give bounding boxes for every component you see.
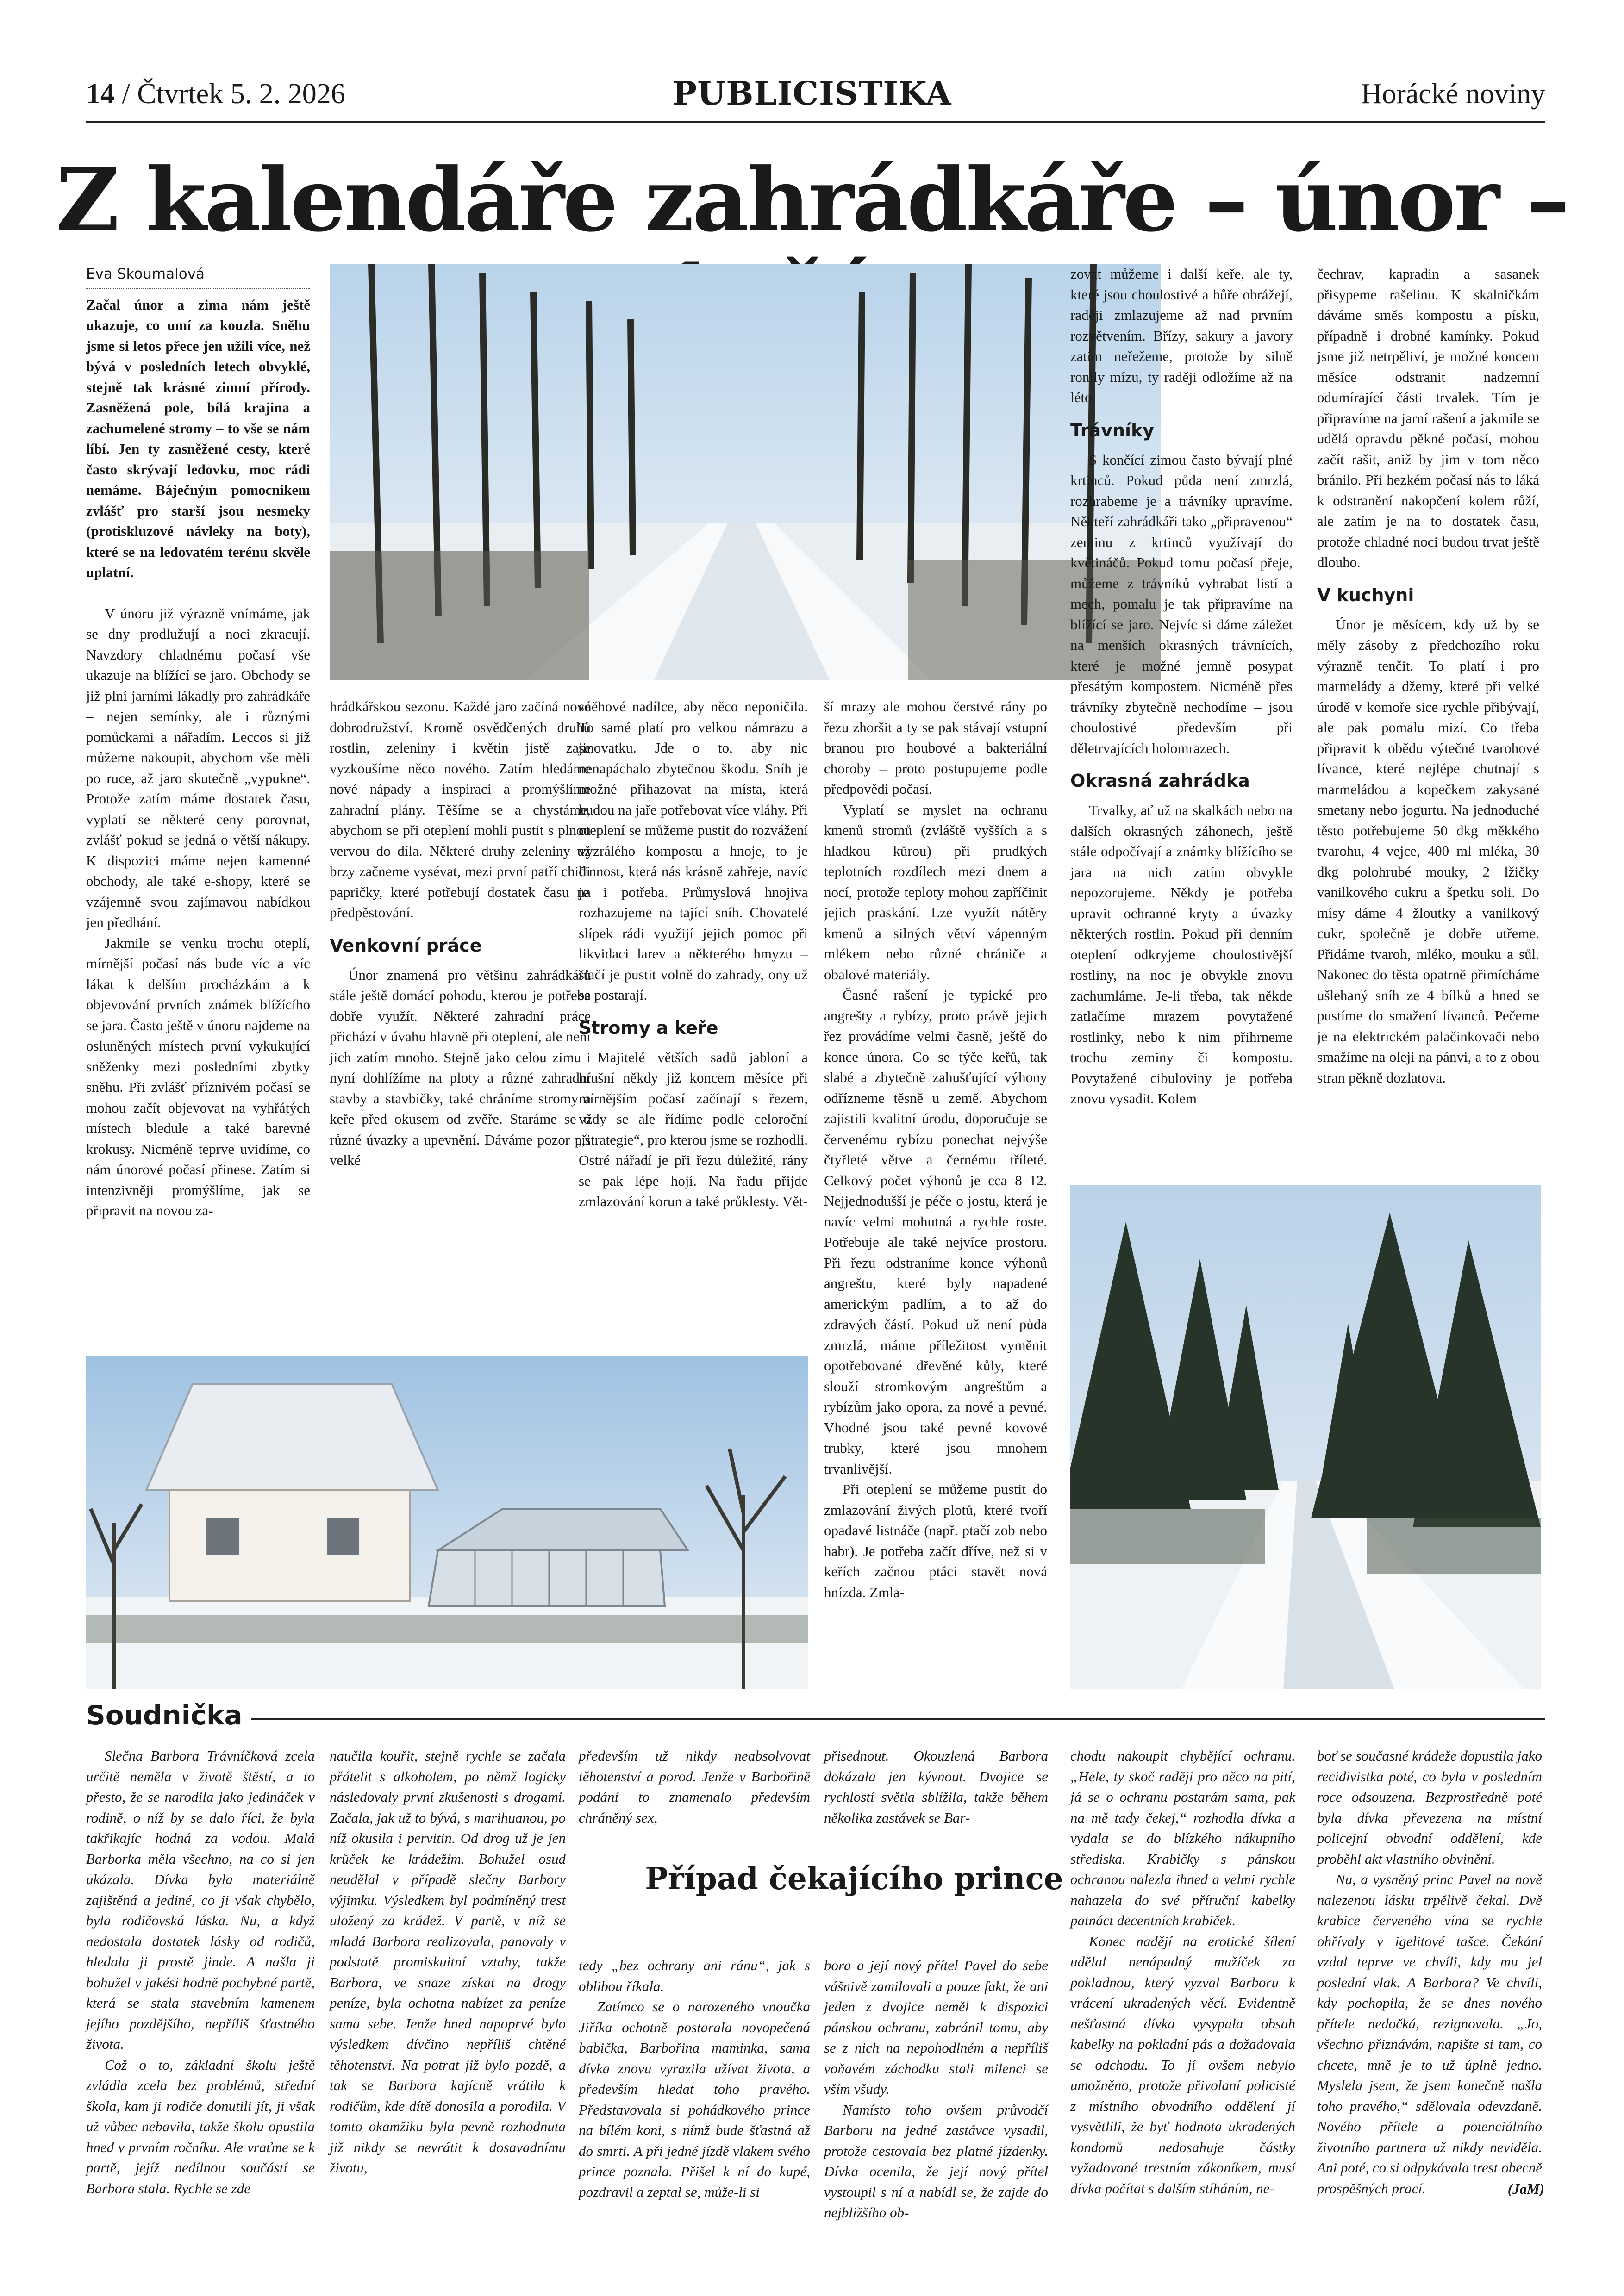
paragraph: přisednout. Okouzlená Barbora dokázala jen kývnout. Dvojice se rychlostí světla sblížila, takže během několika zastávek se Bar-	[824, 1748, 1048, 1826]
paragraph: Konec nadějí na erotické šílení udělal nenápadný mužíček za pokladnou, který vyzval Barboru k vrácení ukradených věcí. Evidentně nešťastná dívka vysypala obsah kabelky na pokladní pás a dožadovala se odchodu. To jí ovšem nebylo umožněno, protože přivolaní policisté z místního obvodního oddělení jí vysvětlili, že byť hodnota ukradených kondomů nedosahuje částky vyžadované trestním zákoníkem, musí dívka počítat s dalším stíháním, ne-	[1070, 1933, 1295, 2196]
spruce-road-photo	[1070, 1185, 1541, 1689]
page-number: 14	[86, 78, 115, 110]
paragraph: Časné rašení je typické pro angrešty a rybízy, proto právě jejich řez provádíme velmi časně, ještě do konce února. Co se týče keřů, tak slabé a zbytečně zahušťující výhony odřízneme těsně u země. Abychom zajistili kvalitní úrodu, doporučuje se červenému rybízu ponechat nejvýše čtyřleté větve a černému tříleté. Celkový počet výhonů je cca 8–12. Nejjednodušší je péče o jostu, která je navíc velmi mohutná a rychle roste. Potřebuje ale také nejvíce prostoru. Při řezu odstraníme konce výhonů angreštu, které byly napadené americkým padlím, a to až do zdravých částí. Pokud už není půda zmrzlá, máme příležitost vyměnit opotřebované dřevěné kůly, které slouží stromkovým angreštům a rybízům jako opora, za nové a pevné. Vhodné jsou také pevné kovové trubky, které jsou mnohem trvanlivější.	[824, 987, 1047, 1477]
paragraph: Vyplatí se myslet na ochranu kmenů stromů (zvláště vyšších a s hladkou kůrou) při prudkých teplotních rozdílech mezi dnem a nocí, protože teploty mohou zapříčinit jejich praskání. Lze využít nátěry kmenů a silných větví vápenným mlékem nebo různé chráničе a obalové materiály.	[824, 801, 1047, 983]
paragraph: Namísto toho ovšem průvodčí Barboru na jedné zastávce vysadil, protože cestovala bez platné jízdenky. Dívka ocenila, že její nový přítel vystoupil s ní a nabídl se, že zajde do nejbližšího ob-	[824, 2101, 1048, 2221]
greenhouse-house-image	[86, 1356, 808, 1689]
article-lead: Začal únor a zima nám ještě ukazuje, co umí za kouzla. Sněhu jsme si letos přece jen užili více, než bývá v posledních letech obvyklé, stejně tak krásné zimní přírody. Zasněžená pole, bílá krajina a zachumelené stromy – to vše se nám líbí. Jen ty zasněžené cesty, které často skrývají ledovku, moc rádi nemáme. Báječným pomocníkem zvlášť pro starší jsou nesmeky (protiskluzové návleky na boty), které se na ledovatém terénu skvěle uplatní.	[86, 296, 310, 580]
section-name: PUBLICISTIKA	[672, 74, 952, 112]
court-section-title: Soudnička	[86, 1699, 251, 1731]
paragraph: S končící zimou často bývají plné krtinců. Pokud půda není zmrzlá, rozhrabeme je a trávníky upravíme. Někteří zahrádkáři tako „připravenou“ zeminu z krtinců využívají do květináčů. Pokud tomu počasí přeje, můžeme z trávníků vyhrabat listí a mech, pomalu je tak připravíme na blížící se jaro. Nejvíc si dáme záležet na menších okrasných trávnících, které je možné jemně posypat přesátým kompostem. Nicméně přes trávníky zbytečně nechodíme – jsou choulostivé především při děletrvajících holomrazech.	[1070, 451, 1293, 756]
paragraph: Únor je měsícem, kdy už by se měly zásoby z předchozího roku výrazně tenčit. To platí i pro marmelády a džemy, které při velké úrodě v komoře sice rychle přibývají, ale pak pomalu mizí. Co třeba připravit k obědu výtečné tvarohové lívance, které nejlépe chutnají s marmeládou a kopečkem zakysané smetany nebo jogurtu. Na jednoduché těsto potřebujeme 50 dkg měkkého tvarohu, 4 vejce, 400 ml mléka, 30 dkg polohrubé mouky, 2 lžičky vanilkového cukru a špetku soli. Do mísy dáme 4 žloutky a vanilkový cukr, společně je dobře utřeme. Přidáme tvaroh, mléko, mouku a sůl. Nakonec do těsta opatrně přimícháme ušlehaný sníh ze 4 bílků a hned se pustíme do smažení lívanců. Pečeme je na elektrickém palačinkovači nebo smažíme na oleji na pánvi, a to z obou stran pěkně dozlatova.	[1317, 616, 1539, 1086]
paragraph: bora a její nový přítel Pavel do sebe vášnivě zamilovali a pouze fakt, že ani jeden z dvojice neměl k dispozici pánskou ochranu, zabránil tomu, aby se z nich na nepohodlném a nepříliš voňavém záchodku stali milenci se vším všudy.	[824, 1957, 1048, 2097]
paragraph: Jakmile se venku trochu oteplí, mírnější počasí nás bude víc a víc lákat k delším procházkám a k objevování prvních známek blížícího se jara. Často ještě v únoru najdeme na osluněných místech první vykukující sněženky mezi posledními zbytky sněhu. Při zvlášť příznivém počasí se mohou začít objevovat na vyhřátých místech bledule a také barevné krokusy. Nicméně teprve uvidíme, co nám únorové počasí přinese. Zatím si intenzivněji promýšlíme, jak se připravit na novou za-	[86, 934, 310, 1219]
paragraph: naučila kouřit, stejně rychle se začala přátelit s alkoholem, po němž logicky následovaly první zkušenosti s drogami. Začala, jak už to bývá, s marihuanou, po níž okusila i pervitin. Od drog už je jen krůček ke krádežím. Bohužel osud neudělal v případě slečny Barbory výjimku. Výsledkem byl podmíněný trest uložený za krádež. V partě, v níž se mladá Barbora realizovala, panovaly v podstatě promiskuitní vztahy, takže Barbora, ve snaze získat na drogy peníze, byla ochotna nabízet za peníze sama sebe. Jenže hned napoprvé bylo výsledkem dívčino nepříliš chtěné těhotenství. Na potrat již bylo pozdě, a tak se Barbora kajícně vrátila k rodičům, kde dítě donosila a porodila. V tomto okamžiku byla pevně rozhodnuta již nikdy se nevrátit k dosavadnímu životu,	[330, 1748, 566, 2176]
paragraph: Při oteplení se můžeme pustit do zmlazování živých plotů, které tvoří opadavé listnáče (např. ptačí zob nebo habr). Je potřeba začít dříve, než si v keřích začnou ptáci stavět nová hnízda. Zmla-	[824, 1481, 1047, 1600]
subheading-venkovni-prace: Venkovní práce	[330, 935, 482, 956]
article-column-3	[579, 697, 808, 1212]
paragraph: V únoru již výrazně vnímáme, jak se dny prodlužují a noci zkracují. Navzdory chladnému počasí vše ukazuje na blížící se jaro. Obchody se již plní jarními lákadly pro zahrádkáře – nejen semínky, ale i různými pomůckami a nářadím. Leccos si již můžeme nakoupit, abychom vše měli po ruce, až jaro skutečně „vypukne“. Protože zatím máme dostatek času, vyplatí se některé ceny porovnat, zvlášť pokud se jedná o větší nákupy. K dispozici máme nejen kamenné obchody, ale také e-shopy, které se vzájemně svou zajímavou nabídkou jen předhání.	[86, 605, 310, 930]
paragraph: sněhové nadílce, aby něco neponičila. To samé platí pro velkou námrazu a jinovatku. Jde o to, aby nic nenapáchalo zbytečnou škodu. Sníh je možné přihazovat na místa, která budou na jaře potřebovat více vláhy. Při oteplení se můžeme pustit do rozvážení vyzrálého kompostu a hnoje, to je činnost, která nás krásně zahřeje, navíc je i potřeba. Průmyslová hnojiva rozhazujeme na tající sníh. Chovatelé slípek rádi využijí jejich pomoc při likvidaci larev a některého hmyzu – stačí je pustit volně do zahrady, ony už se postarají.	[579, 698, 808, 1003]
paragraph: hrádkářskou sezonu. Každé jaro začíná nové dobrodružství. Kromě osvědčených druhů rostlin, zeleniny i květin jistě zase vyzkoušíme něco nového. Zatím hledáme nové nápady a inspiraci a promýšlíme zahradní plány. Těšíme se a chystáme, abychom se při oteplení mohli pustit s plnou vervou do díla. Některé druhy zeleniny už brzy začneme vysévat, mezi první patří chilli papričky, které potřebují dostatek času na předpěstování.	[330, 698, 591, 921]
header-rule	[86, 121, 1545, 123]
paragraph: Což o to, základní školu ještě zvládla zcela bez problémů, střední škola, kam ji rodiče donutili jít, ji však už vůbec nebavila, takže školu opustila hned v prvním ročníku. Ale vraťme se k partě, jejíž nedílnou součástí se Barbora stala. Rychle se zde	[86, 2056, 315, 2196]
article-column-4	[824, 697, 1047, 1603]
greenhouse-house-photo	[86, 1356, 808, 1689]
court-story-title: Případ čekajícího prince	[645, 1860, 1063, 1897]
forest-road-image	[330, 264, 1161, 680]
court-column-6	[1317, 1746, 1542, 2199]
court-column-3-bottom	[579, 1955, 810, 2203]
article-column-2	[330, 697, 591, 1171]
forest-road-photo	[330, 264, 1161, 680]
paragraph: Trvalky, ať už na skalkách nebo na dalších okrasných záhonech, ještě stále odpočívají a známky blížícího se jara na nich zatím obvykle nepozorujeme. Někdy je potřeba upravit ochranné kryty a úvazky některých rostlin. Pokud při denním oteplení odkryjeme choulostivější rostliny, na noc je obvykle znovu zachumláme. Je-li třeba, tak někde zatlačíme mrazem povytažené rostlinky, nebo k nim přihrneme trochu zeminy či kompostu. Povytažené cibuloviny je potřeba znovu vysadit. Kolem	[1070, 802, 1293, 1107]
author-byline: Eva Skoumalová	[86, 264, 310, 289]
court-signature: (JaM)	[1507, 2181, 1544, 2197]
court-column-2	[330, 1746, 566, 2178]
paragraph: tedy „bez ochrany ani ránu“, jak s oblibou říkala.	[579, 1957, 810, 1994]
court-column-3-top	[579, 1746, 810, 1828]
paragraph: boť se současné krádeže dopustila jako recidivistka poté, co byla v posledním roce odsouzena. Bezprostředně poté byla dívka převezena na místní policejní obvodní oddělení, kde proběhl akt vlastního obvinění.	[1317, 1748, 1542, 1867]
subheading-v-kuchyni: V kuchyni	[1317, 585, 1414, 605]
court-column-5	[1070, 1746, 1295, 2199]
paragraph: čechrav, kapradin a sasanek přisypeme rašelinu. K skalničkám dáváme směs kompostu a písku, případně i drobné kamínky. Pokud jsme již netrpěliví, je možné koncem měsíce odstranit nadzemní odumírající části trvalek. Tím je připravíme na jarní rašení a jakmile se udělá opravdu pěkné počasí, mohou začít rašit, aniž by jim v tom něco bránilo. Při hezkém počasí nás to láká k odstranění nakopčení kolem růží, ale zatím je na to dostatek času, protože chladné noci budou trvat ještě dlouho.	[1317, 266, 1539, 570]
paragraph: Zatímco se o narozeného vnoučka Jiříka ochotně postarala novopečená babička, Barbořina maminka, sama dívka znovu vyrazila užívat života, a především hledat toho pravého. Představovala si pohádkového prince na bílém koni, s nímž bude šťastná až do smrti. A při jedné jízdě vlakem svého prince poznala. Přišel k ní do kupé, pozdravil a zeptal se, může-li si	[579, 1998, 810, 2200]
paragraph: především už nikdy neabsolvovat těhotenství a porod. Jenže v Barbořině podání to znamenalo především chráněný sex,	[579, 1748, 810, 1826]
court-section-rule	[86, 1718, 1545, 1720]
issue-date: / Čtvrtek 5. 2. 2026	[122, 78, 345, 110]
article-column-5	[1070, 264, 1293, 1109]
paragraph: ší mrazy ale mohou čerstvé rány po řezu zhoršit a ty se pak stávají vstupní branou pro houbové a bakteriální choroby – proto postupujeme podle předpovědi počasí.	[824, 698, 1047, 797]
paragraph: zovat můžeme i další keře, ale ty, které jsou choulostivé a hůře obrážejí, raději zmlazujeme až nad prvním rozvětvením. Břízy, sakury a javory zatím neřežeme, protože by silně ronily mízu, ty raději odložíme až na léto.	[1070, 266, 1293, 405]
subheading-stromy-a-kere: Stromy a keře	[579, 1017, 718, 1038]
paragraph: Únor znamená pro většinu zahrádkářů stále ještě domácí pohodu, kterou je potřeba dobře využít. Některé zahradní práce přichází v úvahu hlavně při oteplení, ale není jich zatím mnoho. Stejně jako celou zimu i nyní dohlížíme na ploty a různé zahradní stavby a stavbičky, také chráníme stromy a keře před okusem od zvěře. Staráme se o různé úvazky a upevnění. Dáváme pozor při velké	[330, 966, 591, 1168]
court-column-4-bottom	[824, 1955, 1048, 2223]
article-headline: Z kalendáře zahrádkáře – únor –	[56, 149, 1568, 251]
paper-name: Horácké noviny	[1361, 78, 1545, 110]
paragraph: Slečna Barbora Trávníčková zcela určitě neměla v životě štěstí, a to přesto, že se narodila jako jedináček v rodině, o níž by se dalo říci, že byla takřikajíc hodná za vodou. Malá Barborka měla všechno, na co si jen ukázala. Dívka byla materiálně zajištěná a jediné, co ji však chybělo, byla rodičovská láska. Nu, a když nedostala dostatek lásky od rodičů, hledala ji prostě jinde. A našla ji bohužel v jakési hodně pochybné partě, která se stala stavebním kamenem jejího pozdějšího, nepříliš šťastného života.	[86, 1748, 315, 2052]
paragraph: Nu, a vysněný princ Pavel na nově nalezenou lásku trpělivě čekal. Dvě krabice červeného vína se rychle ohřívaly v igelitové tašce. Čekání vzdal teprve ve chvíli, kdy mu jel poslední vlak. A Barbora? Ve chvíli, kdy pochopila, že se dnes nového přítele nedočká, rezignovala. „Jo, všechno přiznávám, napište si tam, co chcete, mně je to už úplně jedno. Myslela jsem, že jsem konečně našla toho pravého,“ sdělovala odevzdaně. Nového přítele a potenciálního životního partnera už nikdy neviděla. Ani poté, co si odpykávala trest obecně prospěšných prací.	[1317, 1871, 1542, 2196]
court-column-1	[86, 1746, 315, 2199]
paragraph: chodu nakoupit chybějící ochranu. „Hele, ty skoč raději pro něco na pití, já se o ochranu postarám sama, pak na mě tady čekej,“ rozhodla dívka a vydala se do blízkého nákupního střediska. Krabičky s pánskou ochranou nalezla ihned a velmi rychle nahazela do své příruční kabelky patnáct decentních krabiček.	[1070, 1748, 1295, 1929]
court-column-4-top	[824, 1746, 1048, 1828]
spruce-road-image	[1070, 1185, 1541, 1689]
subheading-okrasna-zahradka: Okrasná zahrádka	[1070, 771, 1250, 791]
paragraph: Majitelé větších sadů jabloní a hrušní někdy již koncem měsíce při mírnějším počasí začínají s řezem, vždy se ale řídíme podle celoroční „strategie“, pro kterou jsme se rozhodli. Ostré nářadí je při řezu důležité, rány se pak lépe hojí. Na řadu přijde zmlazování korun a také průklesty. Vět-	[579, 1049, 808, 1209]
subheading-travniky: Trávníky	[1070, 420, 1155, 441]
article-column-1	[86, 264, 310, 1221]
article-column-6	[1317, 264, 1539, 1088]
